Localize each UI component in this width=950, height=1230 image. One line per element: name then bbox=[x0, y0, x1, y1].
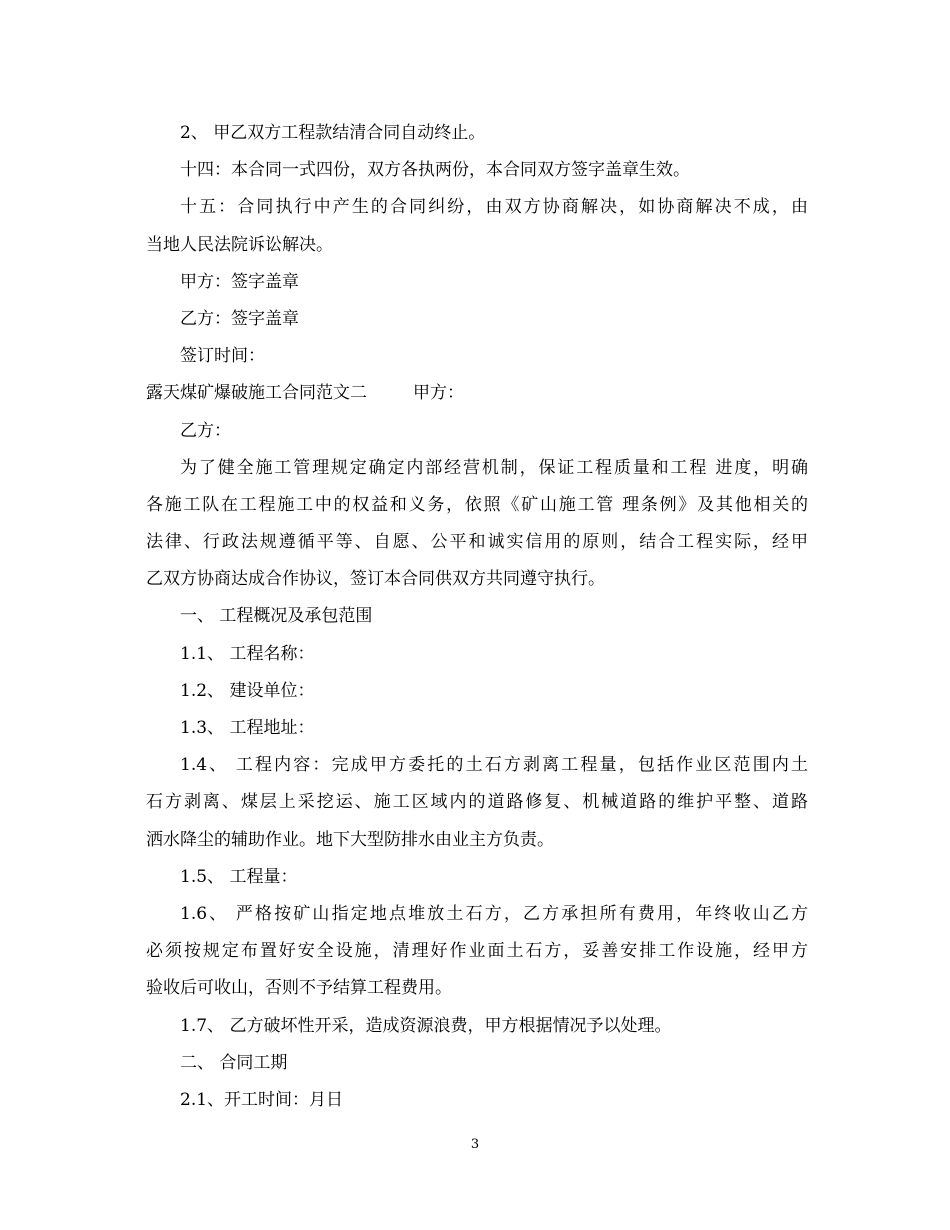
text-line: 1.5、 工程量： bbox=[180, 866, 298, 887]
text-line: 必须按规定布置好安全设施，清理好作业面土石方，妥善安排工作设施，经甲方 bbox=[146, 941, 808, 962]
text-line: 验收后可收山，否则不予结算工程费用。 bbox=[146, 978, 452, 999]
text-line: 1.3、 工程地址： bbox=[180, 718, 315, 738]
text-line: 十四：本合同一式四份，双方各执两份，本合同双方签字盖章生效。 bbox=[180, 160, 690, 181]
text-line: 1.4、 工程内容：完成甲方委托的土石方剥离工程量，包括作业区范围内土 bbox=[180, 755, 808, 776]
text-line: 乙方： bbox=[180, 420, 231, 441]
text-line: 乙双方协商达成合作协议，签订本合同供双方共同遵守执行。 bbox=[146, 569, 605, 590]
text-line: 十五：合同执行中产生的合同纠纷，由双方协商解决，如协商解决不成，由 bbox=[180, 197, 808, 218]
document-body bbox=[146, 115, 808, 1119]
page-number: 3 bbox=[470, 1137, 480, 1152]
text-line: 1.7、 乙方破坏性开采，造成资源浪费，甲方根据情况予以处理。 bbox=[180, 1015, 672, 1036]
text-line: 1.6、 严格按矿山指定地点堆放土石方，乙方承担所有费用，年终收山乙方 bbox=[180, 903, 808, 924]
text-line: 乙方：签字盖章 bbox=[180, 308, 299, 329]
text-line: 法律、行政法规遵循平等、自愿、公平和诚实信用的原则，结合工程实际，经甲 bbox=[146, 532, 808, 553]
text-line: 为了健全施工管理规定确定内部经营机制，保证工程质量和工程 进度，明确 bbox=[180, 457, 808, 478]
text-line: 当地人民法院诉讼解决。 bbox=[146, 234, 333, 255]
text-line: 签订时间： bbox=[180, 346, 265, 367]
section-heading-line bbox=[146, 375, 808, 412]
text-line: 各施工队在工程施工中的权益和义务，依照《矿山施工管 理条例》及其他相关的 bbox=[146, 494, 808, 515]
text-line: 2.1、开工时间：月日 bbox=[180, 1089, 344, 1110]
text-line: 洒水降尘的辅助作业。地下大型防排水由业主方负责。 bbox=[146, 829, 554, 850]
text-line: 甲方：签字盖章 bbox=[180, 271, 299, 292]
text-line: 2、 甲乙双方工程款结清合同自动终止。 bbox=[180, 123, 486, 143]
text-line: 1.1、 工程名称： bbox=[180, 643, 315, 664]
text-line: 一、 工程概况及承包范围 bbox=[180, 606, 373, 627]
party-a-label: 甲方： bbox=[413, 383, 464, 404]
text-line: 二、 合同工期 bbox=[180, 1052, 288, 1073]
text-line: 1.2、 建设单位： bbox=[180, 680, 315, 701]
text-line: 石方剥离、煤层上采挖运、施工区域内的道路修复、机械道路的维护平整、道路 bbox=[146, 792, 808, 813]
section-heading: 露天煤矿爆破施工合同范文二 bbox=[146, 383, 367, 404]
